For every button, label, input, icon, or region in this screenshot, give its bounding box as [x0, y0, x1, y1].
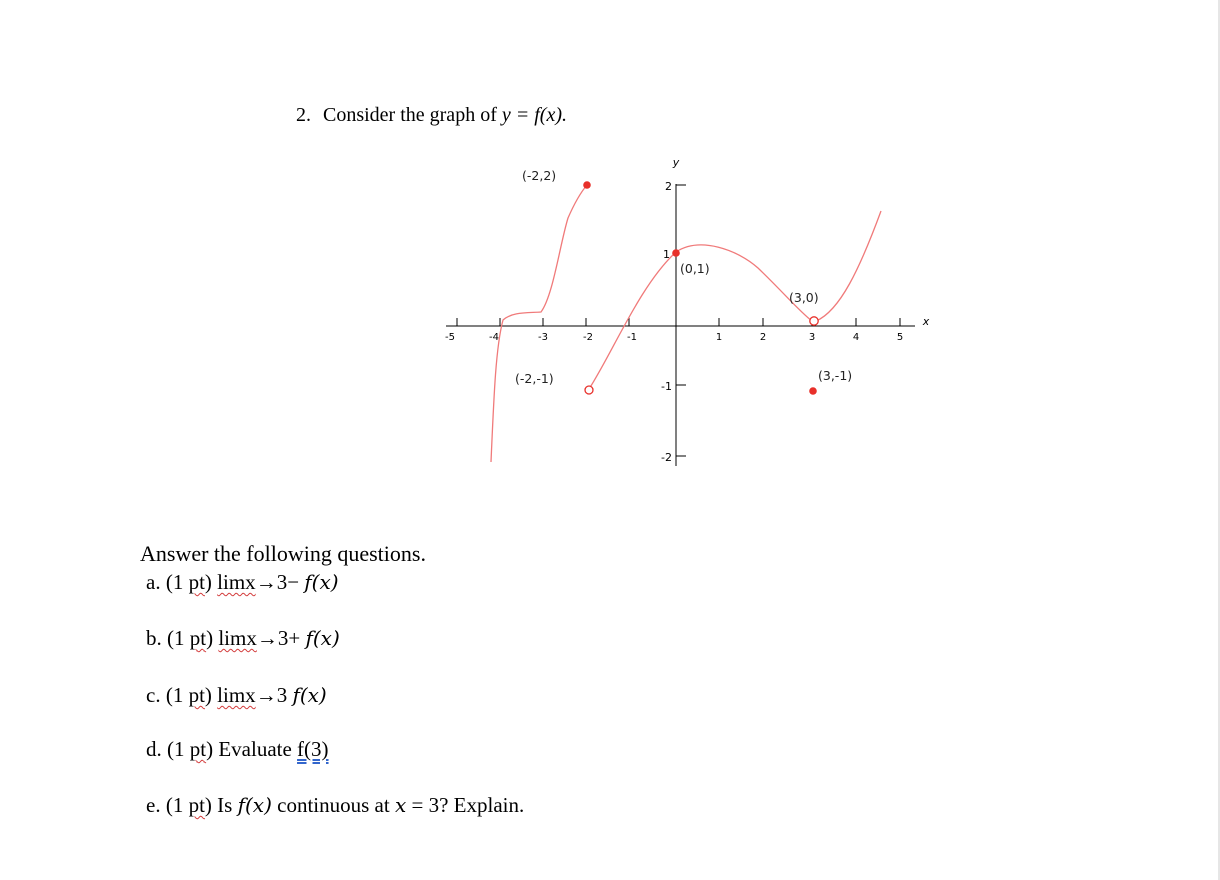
question-d: d. (1 pt) Evaluate f(3) — [146, 737, 329, 761]
question-e: e. (1 pt) Is f(x) continuous at x = 3? Explain. — [146, 793, 525, 817]
x-tick-label: 5 — [896, 332, 904, 343]
x-tick-label: 4 — [852, 332, 860, 343]
point-label-3-minus1: (3,-1) — [818, 368, 853, 383]
function-graph — [420, 150, 940, 480]
x-axis-label: x — [922, 315, 930, 328]
x-tick-label: -1 — [627, 332, 637, 343]
point-label-minus2-minus1: (-2,-1) — [515, 371, 554, 386]
y-tick-label: 1 — [663, 248, 670, 261]
point-label-0-1: (0,1) — [680, 261, 710, 276]
question-a: a. (1 pt) limx→3− f(x) — [146, 570, 339, 594]
answers-intro: Answer the following questions. — [140, 541, 426, 566]
y-tick-marks — [676, 185, 686, 456]
y-tick-label: -1 — [661, 380, 672, 393]
open-point-minus2-minus1 — [585, 386, 593, 394]
y-axis-label: y — [672, 156, 680, 169]
closed-point-3-minus1 — [809, 387, 817, 395]
x-tick-marks — [457, 318, 900, 326]
x-tick-label: 1 — [715, 332, 723, 343]
point-label-minus2-2: (-2,2) — [522, 168, 557, 183]
x-tick-label: 2 — [759, 332, 767, 343]
x-tick-label: -5 — [445, 332, 455, 343]
question-equation: y = f(x). — [501, 104, 567, 126]
x-tick-label: -3 — [538, 332, 548, 343]
closed-point-0-1 — [672, 249, 680, 257]
question-b: b. (1 pt) limx→3+ f(x) — [146, 626, 340, 650]
y-tick-label: -2 — [661, 451, 672, 464]
question-number: 2. — [296, 104, 311, 126]
x-tick-label: 3 — [808, 332, 816, 343]
curve-left-branch — [491, 185, 587, 462]
open-point-3-0 — [810, 317, 818, 325]
x-tick-label: -4 — [489, 332, 499, 343]
x-tick-label: -2 — [583, 332, 593, 343]
question-text: Consider the graph of — [323, 104, 502, 126]
question-c: c. (1 pt) limx→3 f(x) — [146, 683, 327, 707]
curve-right-branch — [816, 211, 881, 321]
y-tick-label: 2 — [665, 180, 672, 193]
closed-point-minus2-2 — [583, 181, 591, 189]
point-label-3-0: (3,0) — [789, 290, 819, 305]
question-2 — [296, 104, 567, 127]
